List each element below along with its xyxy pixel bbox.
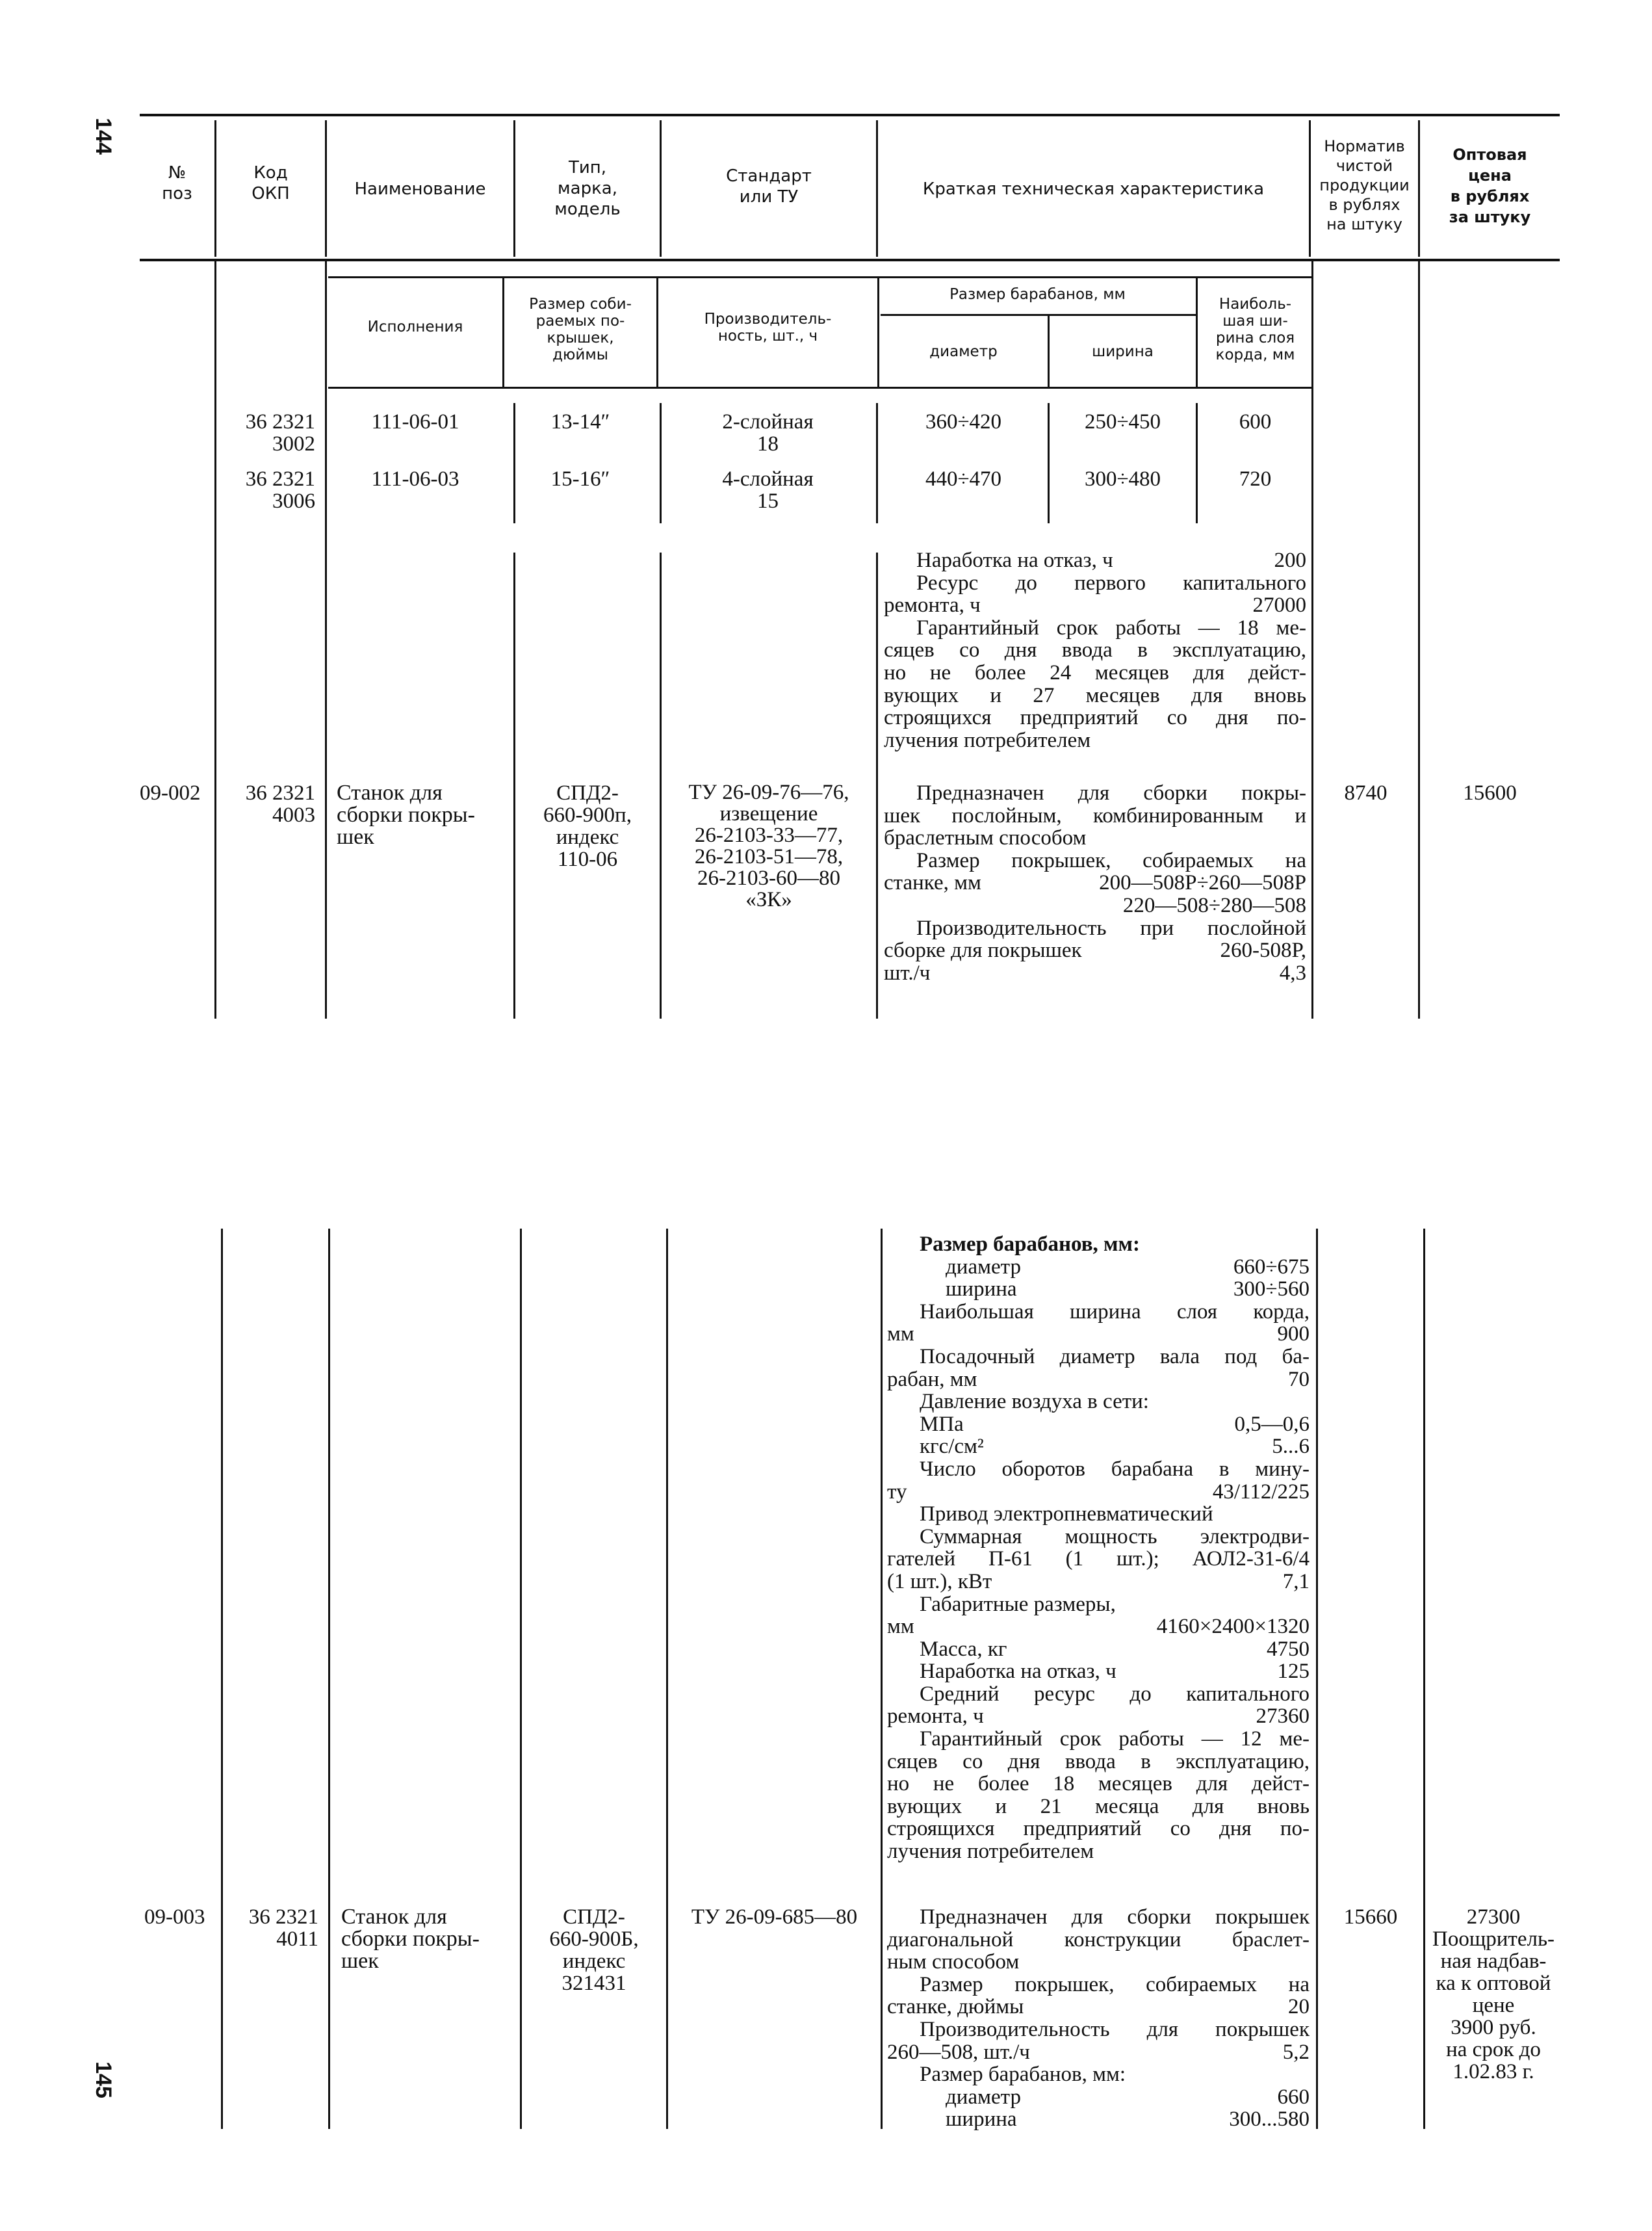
- header-pos: № поз: [162, 163, 192, 203]
- subtable-bottom-rule: [328, 387, 1313, 389]
- subheader-productivity: Производитель- ность, шт., ч: [704, 311, 832, 345]
- version-code: 36 2321 3006: [245, 467, 315, 513]
- version-max-width: 720: [1239, 467, 1272, 491]
- drum-size-rule: [881, 314, 1196, 316]
- item2-norm: 15660: [1343, 1905, 1398, 1929]
- subtable-top-rule: [328, 276, 1313, 278]
- item1-norm: 8740: [1344, 781, 1387, 805]
- item2-pos: 09-003: [144, 1905, 205, 1929]
- page-number-bottom: 145: [90, 2061, 116, 2098]
- version-productivity: 4-слойная 15: [722, 467, 814, 513]
- header-standard: Стандарт или ТУ: [726, 166, 812, 207]
- item2-spec-top: Размер барабанов, мм: диаметр 660÷675 ширина 300÷560 Наибольшая ширина слоя корда, мм 900 Посадочный диаметр вала под ба- рабан, мм 70 Давление воздуха в сети: МПа 0,5—0,6 кгс/см² 5...6 Число оборотов барабана в мину- ту 43/112/225 Привод электропневматический Суммарная мощность электродви- гателей П-61 (1 шт.); АОЛ2-31-6/4 (1 шт.), кВт 7,1 Габаритные размеры, мм 4160×2400×1320 Масса, кг 4750 Наработка на отказ, ч 125 Средний ресурс до капитального ремонта, ч 27360 Гарантийный срок работы — 12 ме- сяцев со дня ввода в эксплуатацию, но не более 18 месяцев для дейст- вующих и 21 месяца для вновь строящихся предприятий со дня по- лучения потребителем: [887, 1233, 1310, 1864]
- column-rule: [1316, 1229, 1318, 2129]
- header-price: Оптовая цена в рублях за штуку: [1449, 146, 1531, 226]
- header-code: Код ОКП: [252, 163, 290, 203]
- column-rule: [221, 1229, 223, 2129]
- subheader-drum-size: Размер барабанов, мм: [949, 286, 1126, 303]
- subheader-tire-size: Размер соби- раемых по- крышек, дюймы: [529, 296, 632, 363]
- column-rule: [325, 261, 327, 1019]
- header-spec: Краткая техническая характеристика: [922, 179, 1265, 199]
- column-rule: [666, 1229, 668, 2129]
- version-model: 111-06-03: [371, 467, 459, 491]
- item1-pos: 09-002: [140, 781, 201, 805]
- header-name: Наименование: [354, 179, 486, 199]
- subheader-diameter: диаметр: [929, 343, 998, 360]
- column-rule: [881, 1229, 883, 2129]
- version-diameter: 360÷420: [925, 410, 1002, 434]
- column-rule: [1418, 261, 1420, 1019]
- subheader-width: ширина: [1092, 343, 1154, 360]
- item2-name: Станок для сборки покры- шек: [341, 1905, 480, 1973]
- version-productivity: 2-слойная 18: [722, 410, 814, 456]
- header-bottom-rule: [140, 259, 1560, 261]
- item1-price: 15600: [1463, 781, 1517, 805]
- version-max-width: 600: [1239, 410, 1272, 434]
- version-width: 300÷480: [1084, 467, 1161, 491]
- item1-spec-top: Наработка на отказ, ч 200 Ресурс до первого капитального ремонта, ч 27000 Гарантийный срок работы — 18 ме- сяцев со дня ввода в эксплуатацию, но не более 24 месяцев для дейст- вующих и 27 месяцев для вновь строящихся предприятий со дня по- лучения потребителем: [884, 549, 1306, 752]
- version-size: 13-14″: [550, 410, 610, 434]
- subheader-max-width: Наиболь- шая ши- рина слоя корда, мм: [1215, 296, 1295, 363]
- header-type: Тип, марка, модель: [554, 158, 621, 219]
- header-norm: Норматив чистой продукции в рублях на штуку: [1319, 137, 1410, 233]
- column-rule: [876, 553, 878, 1019]
- item2-standard: ТУ 26-09-685—80: [691, 1905, 858, 1929]
- item2-code: 36 2321 4011: [248, 1905, 318, 1951]
- item1-spec-main: Предназначен для сборки покры- шек послойным, комбинированным и браслетным способом Размер покрышек, собираемых на станке, мм 200—508Р÷260—508Р 220—508÷280—508 Производительность при послойной сборке для покрышек 260-508Р, шт./ч 4,3: [884, 781, 1306, 985]
- item1-name: Станок для сборки покры- шек: [337, 781, 475, 849]
- version-width: 250÷450: [1084, 410, 1161, 434]
- column-rule: [328, 1229, 330, 2129]
- item2-price-note: Поощритель- ная надбав- ка к оптовой цене 3900 руб. на срок до 1.02.83 г.: [1432, 1927, 1555, 2083]
- column-rule: [1311, 261, 1313, 1019]
- version-diameter: 440÷470: [925, 467, 1002, 491]
- subheader-versions: Исполнения: [367, 319, 463, 335]
- item1-model: СПД2- 660-900п, индекс 110-06: [543, 781, 632, 871]
- item2-spec-main: Предназначен для сборки покрышек диагональной конструкции браслет- ным способом Размер покрышек, собираемых на станке, дюймы 20 Производительность для покрышек 260—508, шт./ч 5,2 Размер барабанов, мм: диаметр 660 ширина 300...580: [887, 1905, 1310, 2132]
- version-code: 36 2321 3002: [245, 410, 315, 456]
- item1-standard: ТУ 26-09-76—76, извещение 26-2103-33—77, 26-2103-51—78, 26-2103-60—80 «ЗК»: [688, 781, 849, 911]
- item2-model: СПД2- 660-900Б, индекс 321431: [549, 1905, 639, 1995]
- version-model: 111-06-01: [371, 410, 459, 434]
- item2-price: 27300: [1466, 1905, 1521, 1929]
- header-top-rule: [140, 114, 1560, 116]
- version-size: 15-16″: [550, 467, 610, 491]
- item1-code: 36 2321 4003: [245, 781, 315, 827]
- page-number-top: 144: [90, 118, 116, 155]
- column-rule: [214, 261, 216, 1019]
